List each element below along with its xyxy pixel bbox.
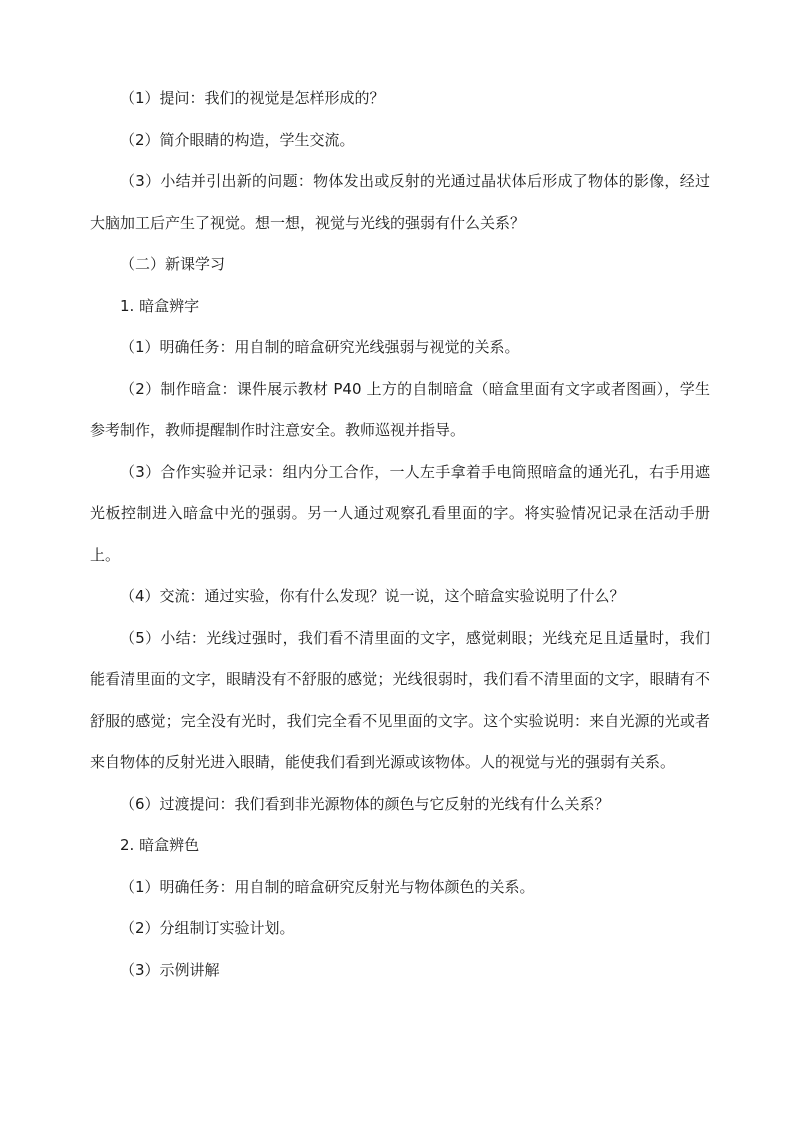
paragraph-2: （2）简介眼睛的构造，学生交流。 xyxy=(120,130,355,149)
paragraph-7: （2）制作暗盒：课件展示教材 P40 上方的自制暗盒（暗盒里面有文字或者图画），学生参考制作，教师提醒制作时注意安全。教师巡视并指导。 xyxy=(90,379,710,439)
paragraph-3: （3）小结并引出新的问题：物体发出或反射的光通过晶状体后形成了物体的影像，经过大脑加工后产生了视觉。想一想，视觉与光线的强弱有什么关系？ xyxy=(90,172,710,232)
subsection-heading-1: 1. 暗盒辨字 xyxy=(120,296,200,315)
paragraph-8: （3）合作实验并记录：组内分工合作，一人左手拿着手电筒照暗盒的通光孔，右手用遮光板控制进入暗盒中光的强弱。另一人通过观察孔看里面的字。将实验情况记录在活动手册上。 xyxy=(90,462,710,564)
paragraph-9: （4）交流：通过实验，你有什么发现？说一说，这个暗盒实验说明了什么？ xyxy=(120,587,625,605)
paragraph-14: （2）分组制订实验计划。 xyxy=(120,919,295,937)
document-page xyxy=(90,78,710,991)
paragraph-10: （5）小结：光线过强时，我们看不清里面的文字，感觉刺眼；光线充足且适量时，我们能看清里面的文字，眼睛没有不舒服的感觉；光线很弱时，我们看不清里面的文字，眼睛有不舒服的感觉；完全没有光时，我们完全看不见里面的文字。这个实验说明：来自光源的光或者来自物体的反射光进入眼睛，能使我们看到光源或该物体。人的视觉与光的强弱有关系。 xyxy=(90,628,710,771)
paragraph-6: （1）明确任务：用自制的暗盒研究光线强弱与视觉的关系。 xyxy=(120,338,520,356)
paragraph-1: （1）提问：我们的视觉是怎样形成的？ xyxy=(120,89,385,107)
section-heading-new-lesson: （二）新课学习 xyxy=(120,255,226,273)
paragraph-13: （1）明确任务：用自制的暗盒研究反射光与物体颜色的关系。 xyxy=(120,877,535,896)
paragraph-11: （6）过渡提问：我们看到非光源物体的颜色与它反射的光线有什么关系？ xyxy=(120,794,610,813)
paragraph-15: （3）示例讲解 xyxy=(120,960,220,979)
subsection-heading-2: 2. 暗盒辨色 xyxy=(120,836,200,854)
